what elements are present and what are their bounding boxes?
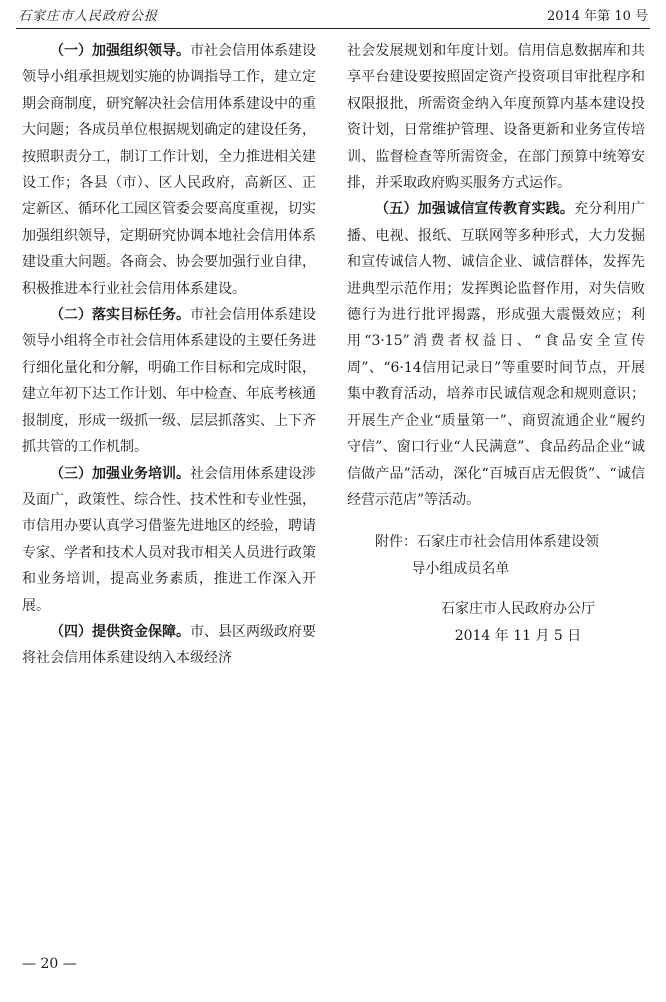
- paragraph-heading: （五）加强诚信宣传教育实践。: [375, 201, 575, 218]
- paragraph-funding: [22, 619, 316, 672]
- journal-title: 石家庄市人民政府公报: [18, 9, 159, 24]
- paragraph-body: 市社会信用体系建设领导小组将全市社会信用体系建设的主要任务进行细化量化和分解，明确工作目标和完成时限，建立年初下达工作计划、年中检查、年底考核通报制度，形成一级抓一级、层层抓落实、上下齐抓共管的工作机制。: [22, 307, 316, 456]
- paragraph-body: 市、县区两级政府要将社会信用体系建设纳入本级经济: [22, 623, 316, 667]
- paragraph-heading: （二）落实目标任务。: [50, 307, 190, 324]
- right-column: [347, 38, 645, 649]
- paragraph-heading: （一）加强组织领导。: [50, 43, 190, 59]
- page-header: [16, 6, 650, 29]
- paragraph-heading: （四）提供资金保障。: [50, 623, 190, 640]
- paragraph-body: 社会发展规划和年度计划。信用信息数据库和共享平台建设要按照固定资产投资项目审批程序和权限报批，所需资金纳入年度预算内基本建设投资计划，日常维护管理、设备更新和业务宣传培训、监督检查等所需资金，在部门预算中统筹安排，并采取政府购买服务方式运作。: [347, 43, 645, 192]
- attachment-line-1: 附件：石家庄市社会信用体系建设领: [375, 534, 599, 551]
- signature-block: [347, 596, 645, 649]
- issue-date: 2014 年 11 月 5 日: [454, 627, 582, 644]
- paragraph-funding-continued: [347, 38, 645, 196]
- paragraph-targets: [22, 302, 316, 460]
- attachment-note-cont: [347, 556, 645, 582]
- paragraph-body: 社会信用体系建设涉及面广，政策性、综合性、技术性和专业性强，市信用办要认真学习借鉴先进地区的经验，聘请专家、学者和技术人员对我市相关人员进行政策和业务培训，提高业务素质，推进工作深入开展。: [22, 465, 316, 614]
- page-number: — 20 —: [22, 956, 77, 972]
- issuing-office: 石家庄市人民政府办公厅: [441, 601, 595, 618]
- paragraph-training: [22, 461, 316, 619]
- issue-number: 2014 年第 10 号: [546, 9, 648, 24]
- attachment-note: [347, 529, 645, 555]
- paragraph-education: [347, 196, 645, 513]
- paragraph-body: 市社会信用体系建设领导小组承担规划实施的协调指导工作，建立定期会商制度，研究解决社会信用体系建设中的重大问题；各成员单位根据规划确定的建设任务，按照职责分工，制订工作计划，全力推进相关建设工作；各县（市）、区人民政府，高新区、正定新区、循环化工园区管委会要高度重视，切实加强组织领导，定期研究协调本地社会信用体系建设重大问题。各商会、协会要加强行业自律，积极推进本行业社会信用体系建设。: [22, 43, 316, 297]
- left-column: [22, 38, 316, 672]
- attachment-line-2: 导小组成员名单: [411, 560, 510, 577]
- paragraph-heading: （三）加强业务培训。: [50, 465, 190, 482]
- paragraph-organization: [22, 38, 316, 302]
- paragraph-body: 充分利用广播、电视、报纸、互联网等多种形式，大力发掘和宣传诚信人物、诚信企业、诚信群体，发挥先进典型示范作用；发挥舆论监督作用，对失信败德行为进行批评揭露，形成强大震慑效应；利用“3·15”消费者权益日、“食品安全宣传周”、“6·14信用记录日”等重要时间节点，开展集中教育活动，培养市民诚信观念和规则意识；开展生产企业“质量第一”、商贸流通企业“履约守信”、窗口行业“人民满意”、食品药品企业“诚信做产品”活动，深化“百城百店无假货”、“诚信经营示范店”等活动。: [347, 201, 646, 508]
